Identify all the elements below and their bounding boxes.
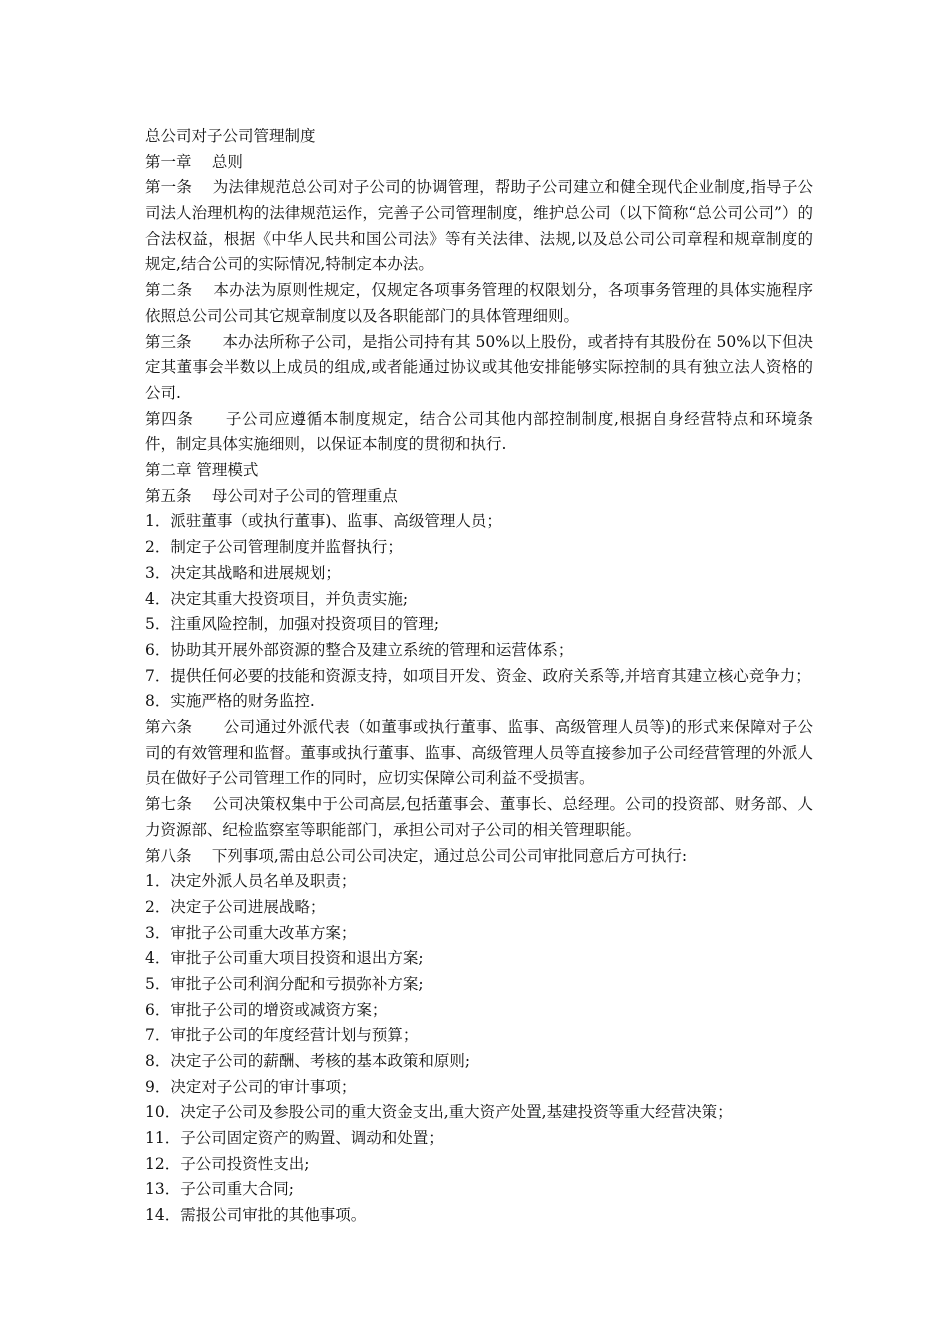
article-paragraph: 第四条 子公司应遵循本制度规定，结合公司其他内部控制制度,根据自身经营特点和环境条件，制定具体实施细则，以保证本制度的贯彻和执行. bbox=[145, 409, 813, 454]
article-paragraph: 第七条 公司决策权集中于公司高层,包括董事会、董事长、总经理。公司的投资部、财务部、人力资源部、纪检监察室等职能部门，承担公司对子公司的相关管理职能。 bbox=[145, 795, 813, 839]
list-item: 9．决定对子公司的审计事项； bbox=[145, 1077, 357, 1096]
list-item: 7．审批子公司的年度经营计划与预算； bbox=[145, 1026, 419, 1045]
list-item: 8．决定子公司的薪酬、考核的基本政策和原则; bbox=[145, 1052, 471, 1071]
list-item: 14．需报公司审批的其他事项。 bbox=[145, 1206, 367, 1225]
list-item: 10．决定子公司及参股公司的重大资金支出,重大资产处置,基建投资等重大经营决策； bbox=[145, 1103, 733, 1122]
chapter-heading: 第二章 管理模式 bbox=[145, 461, 259, 480]
chapter-heading: 第一章 总则 bbox=[145, 152, 243, 171]
list-item: 3．审批子公司重大改革方案； bbox=[145, 923, 357, 942]
article-paragraph: 第一条 为法律规范总公司对子公司的协调管理，帮助子公司建立和健全现代企业制度,指导子公司法人治理机构的法律规范运作，完善子公司管理制度，维护总公司（以下简称“总公司公司”）的合法权益，根据《中华人民共和国公司法》等有关法律、法规,以及总公司公司章程和规章制度的规定,结合公司的实际情况,特制定本办法。 bbox=[145, 178, 813, 274]
list-item: 2．制定子公司管理制度并监督执行； bbox=[145, 538, 403, 557]
article-paragraph: 第六条 公司通过外派代表（如董事或执行董事、监事、高级管理人员等)的形式来保障对子公司的有效管理和监督。董事或执行董事、监事、高级管理人员等直接参加子公司经营管理的外派人员在做好子公司管理工作的同时，应切实保障公司利益不受损害。 bbox=[145, 718, 813, 788]
list-item: 13．子公司重大合同; bbox=[145, 1180, 294, 1199]
list-item: 1．决定外派人员名单及职责； bbox=[145, 872, 357, 891]
document-title: 总公司对子公司管理制度 bbox=[145, 127, 316, 145]
list-item: 5．注重风险控制，加强对投资项目的管理; bbox=[145, 615, 440, 634]
list-item: 6．协助其开展外部资源的整合及建立系统的管理和运营体系； bbox=[145, 640, 574, 659]
list-item: 8．实施严格的财务监控. bbox=[145, 692, 315, 711]
list-item: 7．提供任何必要的技能和资源支持，如项目开发、资金、政府关系等,并培育其建立核心竞争力； bbox=[145, 666, 811, 685]
list-item: 12．子公司投资性支出; bbox=[145, 1154, 310, 1173]
list-item: 1．派驻董事（或执行董事)、监事、高级管理人员； bbox=[145, 512, 502, 531]
document-page bbox=[145, 124, 813, 1229]
article-paragraph: 第五条 母公司对子公司的管理重点 bbox=[145, 486, 398, 505]
list-item: 6．审批子公司的增资或减资方案； bbox=[145, 1000, 388, 1019]
article-paragraph: 第三条 本办法所称子公司，是指公司持有其 50%以上股份，或者持有其股份在 50%以下但决定其董事会半数以上成员的组成,或者能通过协议或其他安排能够实际控制的具有独立法人资格的公司. bbox=[145, 332, 813, 402]
article-paragraph: 第二条 本办法为原则性规定，仅规定各项事务管理的权限划分，各项事务管理的具体实施程序依照总公司公司其它规章制度以及各职能部门的具体管理细则。 bbox=[145, 281, 813, 325]
list-item: 2．决定子公司进展战略； bbox=[145, 897, 326, 916]
list-item: 5．审批子公司利润分配和亏损弥补方案; bbox=[145, 974, 424, 993]
list-item: 4．审批子公司重大项目投资和退出方案; bbox=[145, 949, 424, 968]
list-item: 4．决定其重大投资项目，并负责实施; bbox=[145, 589, 409, 608]
article-paragraph: 第八条 下列事项,需由总公司公司决定，通过总公司公司审批同意后方可执行: bbox=[145, 846, 688, 865]
list-item: 11．子公司固定资产的购置、调动和处置； bbox=[145, 1129, 444, 1148]
list-item: 3．决定其战略和进展规划； bbox=[145, 563, 341, 582]
